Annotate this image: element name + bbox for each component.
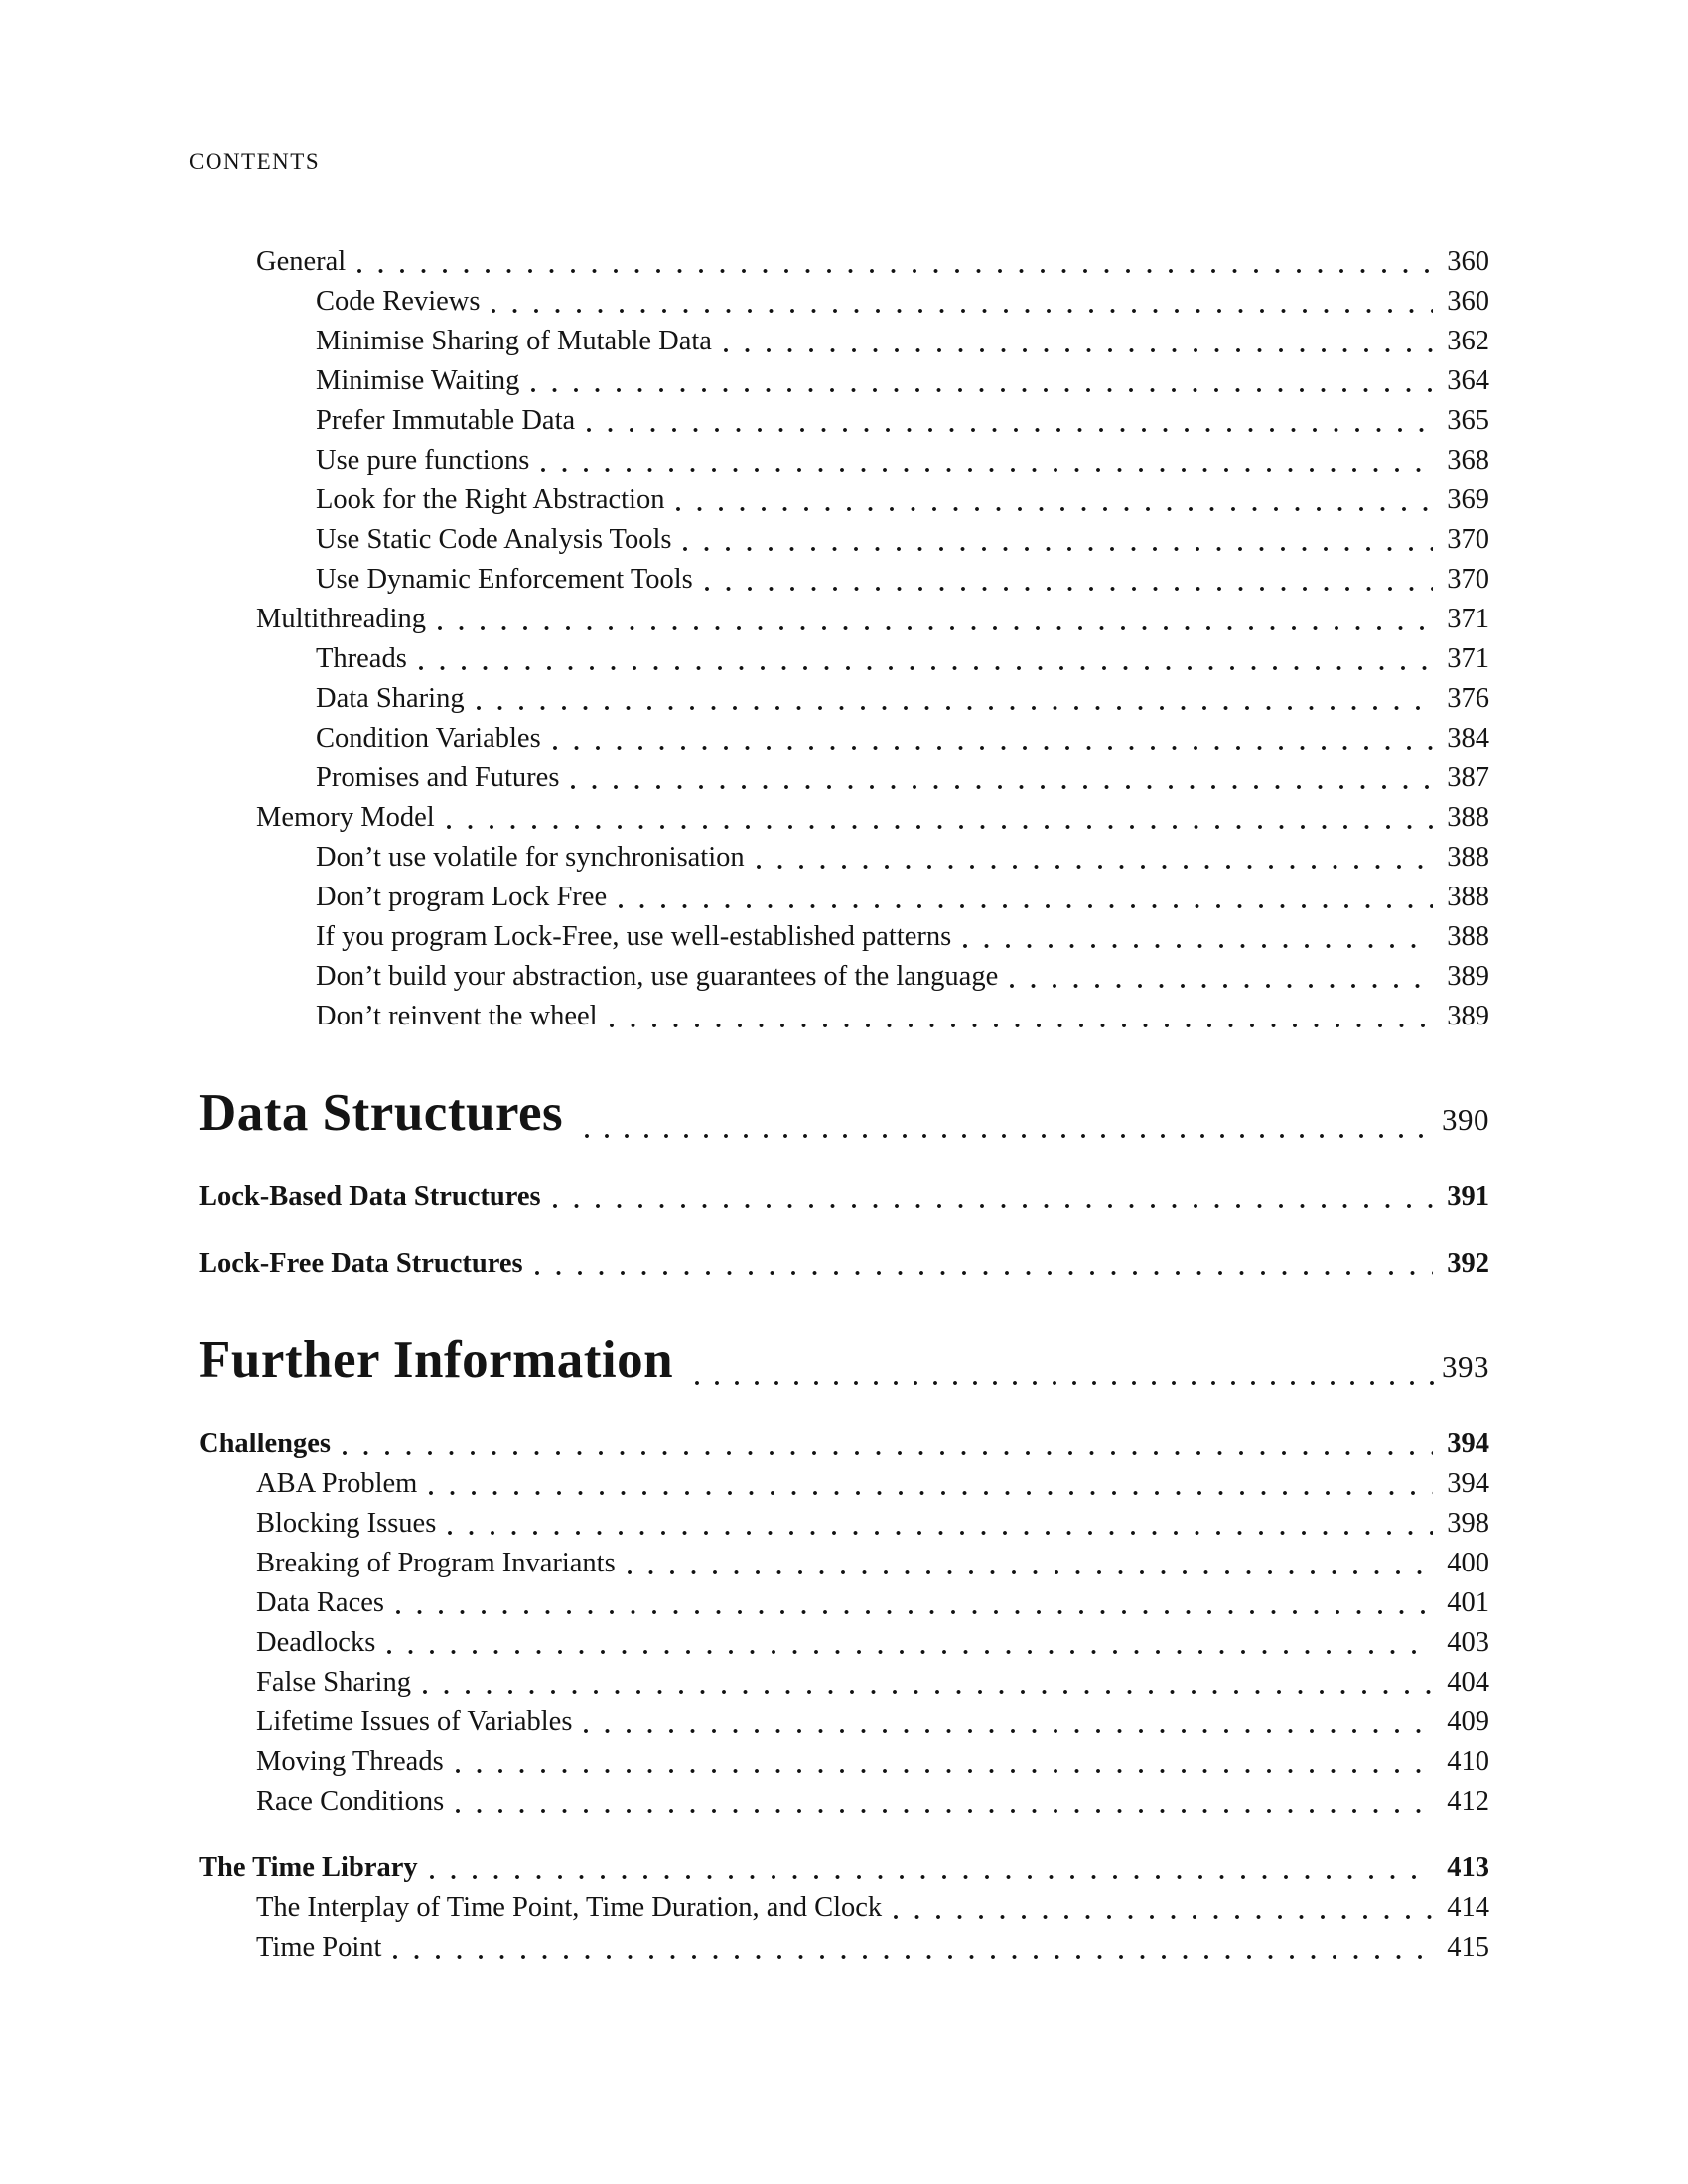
toc-entry-title: Promises and Futures bbox=[316, 762, 560, 793]
toc-row bbox=[199, 1663, 1489, 1703]
toc-entry-title: Use Dynamic Enforcement Tools bbox=[316, 564, 693, 595]
dot-leader-icon bbox=[456, 1769, 1434, 1773]
toc-entry-page: 369 bbox=[1447, 484, 1489, 515]
toc-entry-page: 410 bbox=[1447, 1746, 1489, 1777]
toc-row bbox=[199, 1623, 1489, 1663]
toc-entry-page: 360 bbox=[1447, 286, 1489, 317]
toc-entry-page: 388 bbox=[1447, 802, 1489, 833]
toc-entry-title: Don’t program Lock Free bbox=[316, 882, 608, 912]
toc-entry-page: 371 bbox=[1447, 643, 1489, 674]
dot-leader-icon bbox=[628, 1570, 1434, 1574]
toc-entry-title: Blocking Issues bbox=[256, 1508, 437, 1539]
dot-leader-icon bbox=[429, 1491, 1433, 1495]
toc-entry-title: Use pure functions bbox=[316, 445, 530, 476]
toc-row bbox=[199, 480, 1489, 520]
toc-entry-page: 362 bbox=[1447, 326, 1489, 356]
dot-leader-icon bbox=[571, 785, 1433, 789]
dot-leader-icon bbox=[724, 348, 1433, 352]
toc-entry-page: 370 bbox=[1447, 564, 1489, 595]
toc-row bbox=[199, 242, 1489, 282]
dot-leader-icon bbox=[387, 1650, 1433, 1654]
toc-entry-page: 413 bbox=[1447, 1852, 1489, 1883]
dot-leader-icon bbox=[619, 904, 1433, 908]
toc-entry-page: 370 bbox=[1447, 524, 1489, 555]
dot-leader-icon bbox=[894, 1915, 1433, 1919]
toc-entry-title: Moving Threads bbox=[256, 1746, 444, 1777]
toc-entry-page: 394 bbox=[1447, 1429, 1489, 1459]
toc-entry-title: Challenges bbox=[199, 1429, 332, 1459]
toc-row bbox=[199, 1504, 1489, 1544]
toc-entry-title: General bbox=[256, 246, 347, 277]
dot-leader-icon bbox=[553, 746, 1434, 750]
toc-entry-page: 393 bbox=[1442, 1349, 1489, 1384]
toc-entry-page: 414 bbox=[1447, 1892, 1489, 1923]
toc-row bbox=[199, 957, 1489, 997]
toc-entry-page: 403 bbox=[1447, 1627, 1489, 1658]
toc-entry-title: Use Static Code Analysis Tools bbox=[316, 524, 672, 555]
toc-entry-title: Minimise Sharing of Mutable Data bbox=[316, 326, 712, 356]
toc-row bbox=[199, 441, 1489, 480]
dot-leader-icon bbox=[447, 825, 1434, 829]
toc-row bbox=[199, 1888, 1489, 1928]
toc-entry-title: Data Races bbox=[256, 1587, 384, 1618]
toc-row bbox=[199, 719, 1489, 758]
toc-entry-title: The Time Library bbox=[199, 1852, 418, 1883]
toc-entry-page: 389 bbox=[1447, 961, 1489, 992]
toc-entry-page: 376 bbox=[1447, 683, 1489, 714]
toc-entry-page: 388 bbox=[1447, 842, 1489, 873]
dot-leader-icon bbox=[357, 269, 1433, 273]
toc-entry-page: 404 bbox=[1447, 1667, 1489, 1698]
toc-entry-title: Don’t use volatile for synchronisation bbox=[316, 842, 745, 873]
toc-entry-page: 368 bbox=[1447, 445, 1489, 476]
toc-row bbox=[199, 997, 1489, 1036]
toc-row bbox=[199, 1244, 1489, 1284]
dot-leader-icon bbox=[419, 666, 1433, 670]
dot-leader-icon bbox=[610, 1024, 1434, 1027]
toc-entry-title: Time Point bbox=[256, 1932, 382, 1963]
dot-leader-icon bbox=[535, 1271, 1434, 1275]
toc-entry-title: Look for the Right Abstraction bbox=[316, 484, 665, 515]
toc-row bbox=[199, 1464, 1489, 1504]
toc-row bbox=[199, 401, 1489, 441]
toc-entry-page: 412 bbox=[1447, 1786, 1489, 1817]
dot-leader-icon bbox=[676, 507, 1433, 511]
toc-row bbox=[199, 1544, 1489, 1583]
toc-entry-page: 398 bbox=[1447, 1508, 1489, 1539]
dot-leader-icon bbox=[584, 1729, 1433, 1733]
toc-row bbox=[199, 1703, 1489, 1742]
toc-row bbox=[199, 1848, 1489, 1888]
toc-entry-page: 400 bbox=[1447, 1548, 1489, 1578]
toc-entry-title: Lifetime Issues of Variables bbox=[256, 1706, 573, 1737]
dot-leader-icon bbox=[1010, 984, 1433, 988]
dot-leader-icon bbox=[438, 626, 1433, 630]
toc-entry-title: Data Sharing bbox=[316, 683, 465, 714]
dot-leader-icon bbox=[430, 1875, 1434, 1879]
toc-entry-page: 391 bbox=[1447, 1181, 1489, 1212]
toc-row bbox=[199, 1177, 1489, 1217]
toc-entry-page: 389 bbox=[1447, 1001, 1489, 1031]
dot-leader-icon bbox=[683, 547, 1433, 551]
toc-entry-page: 365 bbox=[1447, 405, 1489, 436]
dot-leader-icon bbox=[448, 1531, 1433, 1535]
dot-leader-icon bbox=[553, 1204, 1434, 1208]
toc-row bbox=[199, 758, 1489, 798]
toc-row bbox=[199, 1082, 1489, 1151]
toc-entry-page: 360 bbox=[1447, 246, 1489, 277]
toc-row bbox=[199, 639, 1489, 679]
toc-entry-page: 390 bbox=[1442, 1102, 1489, 1137]
dot-leader-icon bbox=[585, 1134, 1439, 1138]
toc-row bbox=[199, 1742, 1489, 1782]
toc-entry-page: 371 bbox=[1447, 604, 1489, 634]
toc-row bbox=[199, 1782, 1489, 1822]
toc-row bbox=[199, 560, 1489, 600]
toc-entry-page: 384 bbox=[1447, 723, 1489, 753]
toc-row bbox=[199, 878, 1489, 917]
toc-entry-page: 392 bbox=[1447, 1248, 1489, 1279]
toc-entry-page: 401 bbox=[1447, 1587, 1489, 1618]
dot-leader-icon bbox=[541, 468, 1433, 472]
toc-row bbox=[199, 679, 1489, 719]
toc-entry-title: Memory Model bbox=[256, 802, 435, 833]
toc-entry-page: 387 bbox=[1447, 762, 1489, 793]
toc-entry-title: Deadlocks bbox=[256, 1627, 376, 1658]
toc-entry-title: Lock-Free Data Structures bbox=[199, 1248, 523, 1279]
toc-row bbox=[199, 520, 1489, 560]
toc-entry-page: 394 bbox=[1447, 1468, 1489, 1499]
toc-row bbox=[199, 1425, 1489, 1464]
toc-entry-title: Condition Variables bbox=[316, 723, 541, 753]
dot-leader-icon bbox=[456, 1809, 1433, 1813]
toc-entry-title: Minimise Waiting bbox=[316, 365, 520, 396]
toc-entry-title: Further Information bbox=[199, 1331, 674, 1389]
toc-entry-title: Code Reviews bbox=[316, 286, 481, 317]
dot-leader-icon bbox=[705, 587, 1433, 591]
dot-leader-icon bbox=[963, 944, 1433, 948]
toc-row bbox=[199, 322, 1489, 361]
toc-entry-title: The Interplay of Time Point, Time Duration, and Clock bbox=[256, 1892, 883, 1923]
toc-entry-page: 388 bbox=[1447, 921, 1489, 952]
dot-leader-icon bbox=[477, 706, 1434, 710]
toc-entry-title: ABA Problem bbox=[256, 1468, 418, 1499]
dot-leader-icon bbox=[757, 865, 1434, 869]
dot-leader-icon bbox=[531, 388, 1433, 392]
dot-leader-icon bbox=[393, 1955, 1433, 1959]
toc-row bbox=[199, 1928, 1489, 1968]
toc-entry-title: Don’t build your abstraction, use guarantees of the language bbox=[316, 961, 999, 992]
dot-leader-icon bbox=[695, 1381, 1439, 1385]
contents-heading: CONTENTS bbox=[189, 149, 321, 174]
toc-row bbox=[199, 1583, 1489, 1623]
dot-leader-icon bbox=[423, 1690, 1433, 1694]
toc-entry-title: Don’t reinvent the wheel bbox=[316, 1001, 598, 1031]
toc-entry-page: 415 bbox=[1447, 1932, 1489, 1963]
toc-entry-title: Data Structures bbox=[199, 1084, 564, 1142]
toc-row bbox=[199, 282, 1489, 322]
toc-entry-title: Lock-Based Data Structures bbox=[199, 1181, 541, 1212]
toc-entry-title: Multithreading bbox=[256, 604, 426, 634]
toc-entry-title: Prefer Immutable Data bbox=[316, 405, 576, 436]
dot-leader-icon bbox=[343, 1451, 1433, 1455]
toc-entry-title: If you program Lock-Free, use well-established patterns bbox=[316, 921, 952, 952]
toc-entry-title: Breaking of Program Invariants bbox=[256, 1548, 616, 1578]
toc-entry-page: 388 bbox=[1447, 882, 1489, 912]
toc-entry-page: 364 bbox=[1447, 365, 1489, 396]
dot-leader-icon bbox=[587, 428, 1433, 432]
toc-entry-title: Race Conditions bbox=[256, 1786, 445, 1817]
toc-row bbox=[199, 917, 1489, 957]
toc-entry-page: 409 bbox=[1447, 1706, 1489, 1737]
toc-row bbox=[199, 798, 1489, 838]
dot-leader-icon bbox=[492, 309, 1433, 313]
toc-row bbox=[199, 600, 1489, 639]
toc-entry-title: False Sharing bbox=[256, 1667, 411, 1698]
toc-entry-title: Threads bbox=[316, 643, 407, 674]
toc-row bbox=[199, 1329, 1489, 1398]
toc-row bbox=[199, 361, 1489, 401]
toc-row bbox=[199, 838, 1489, 878]
table-of-contents bbox=[199, 242, 1489, 1968]
dot-leader-icon bbox=[396, 1610, 1433, 1614]
